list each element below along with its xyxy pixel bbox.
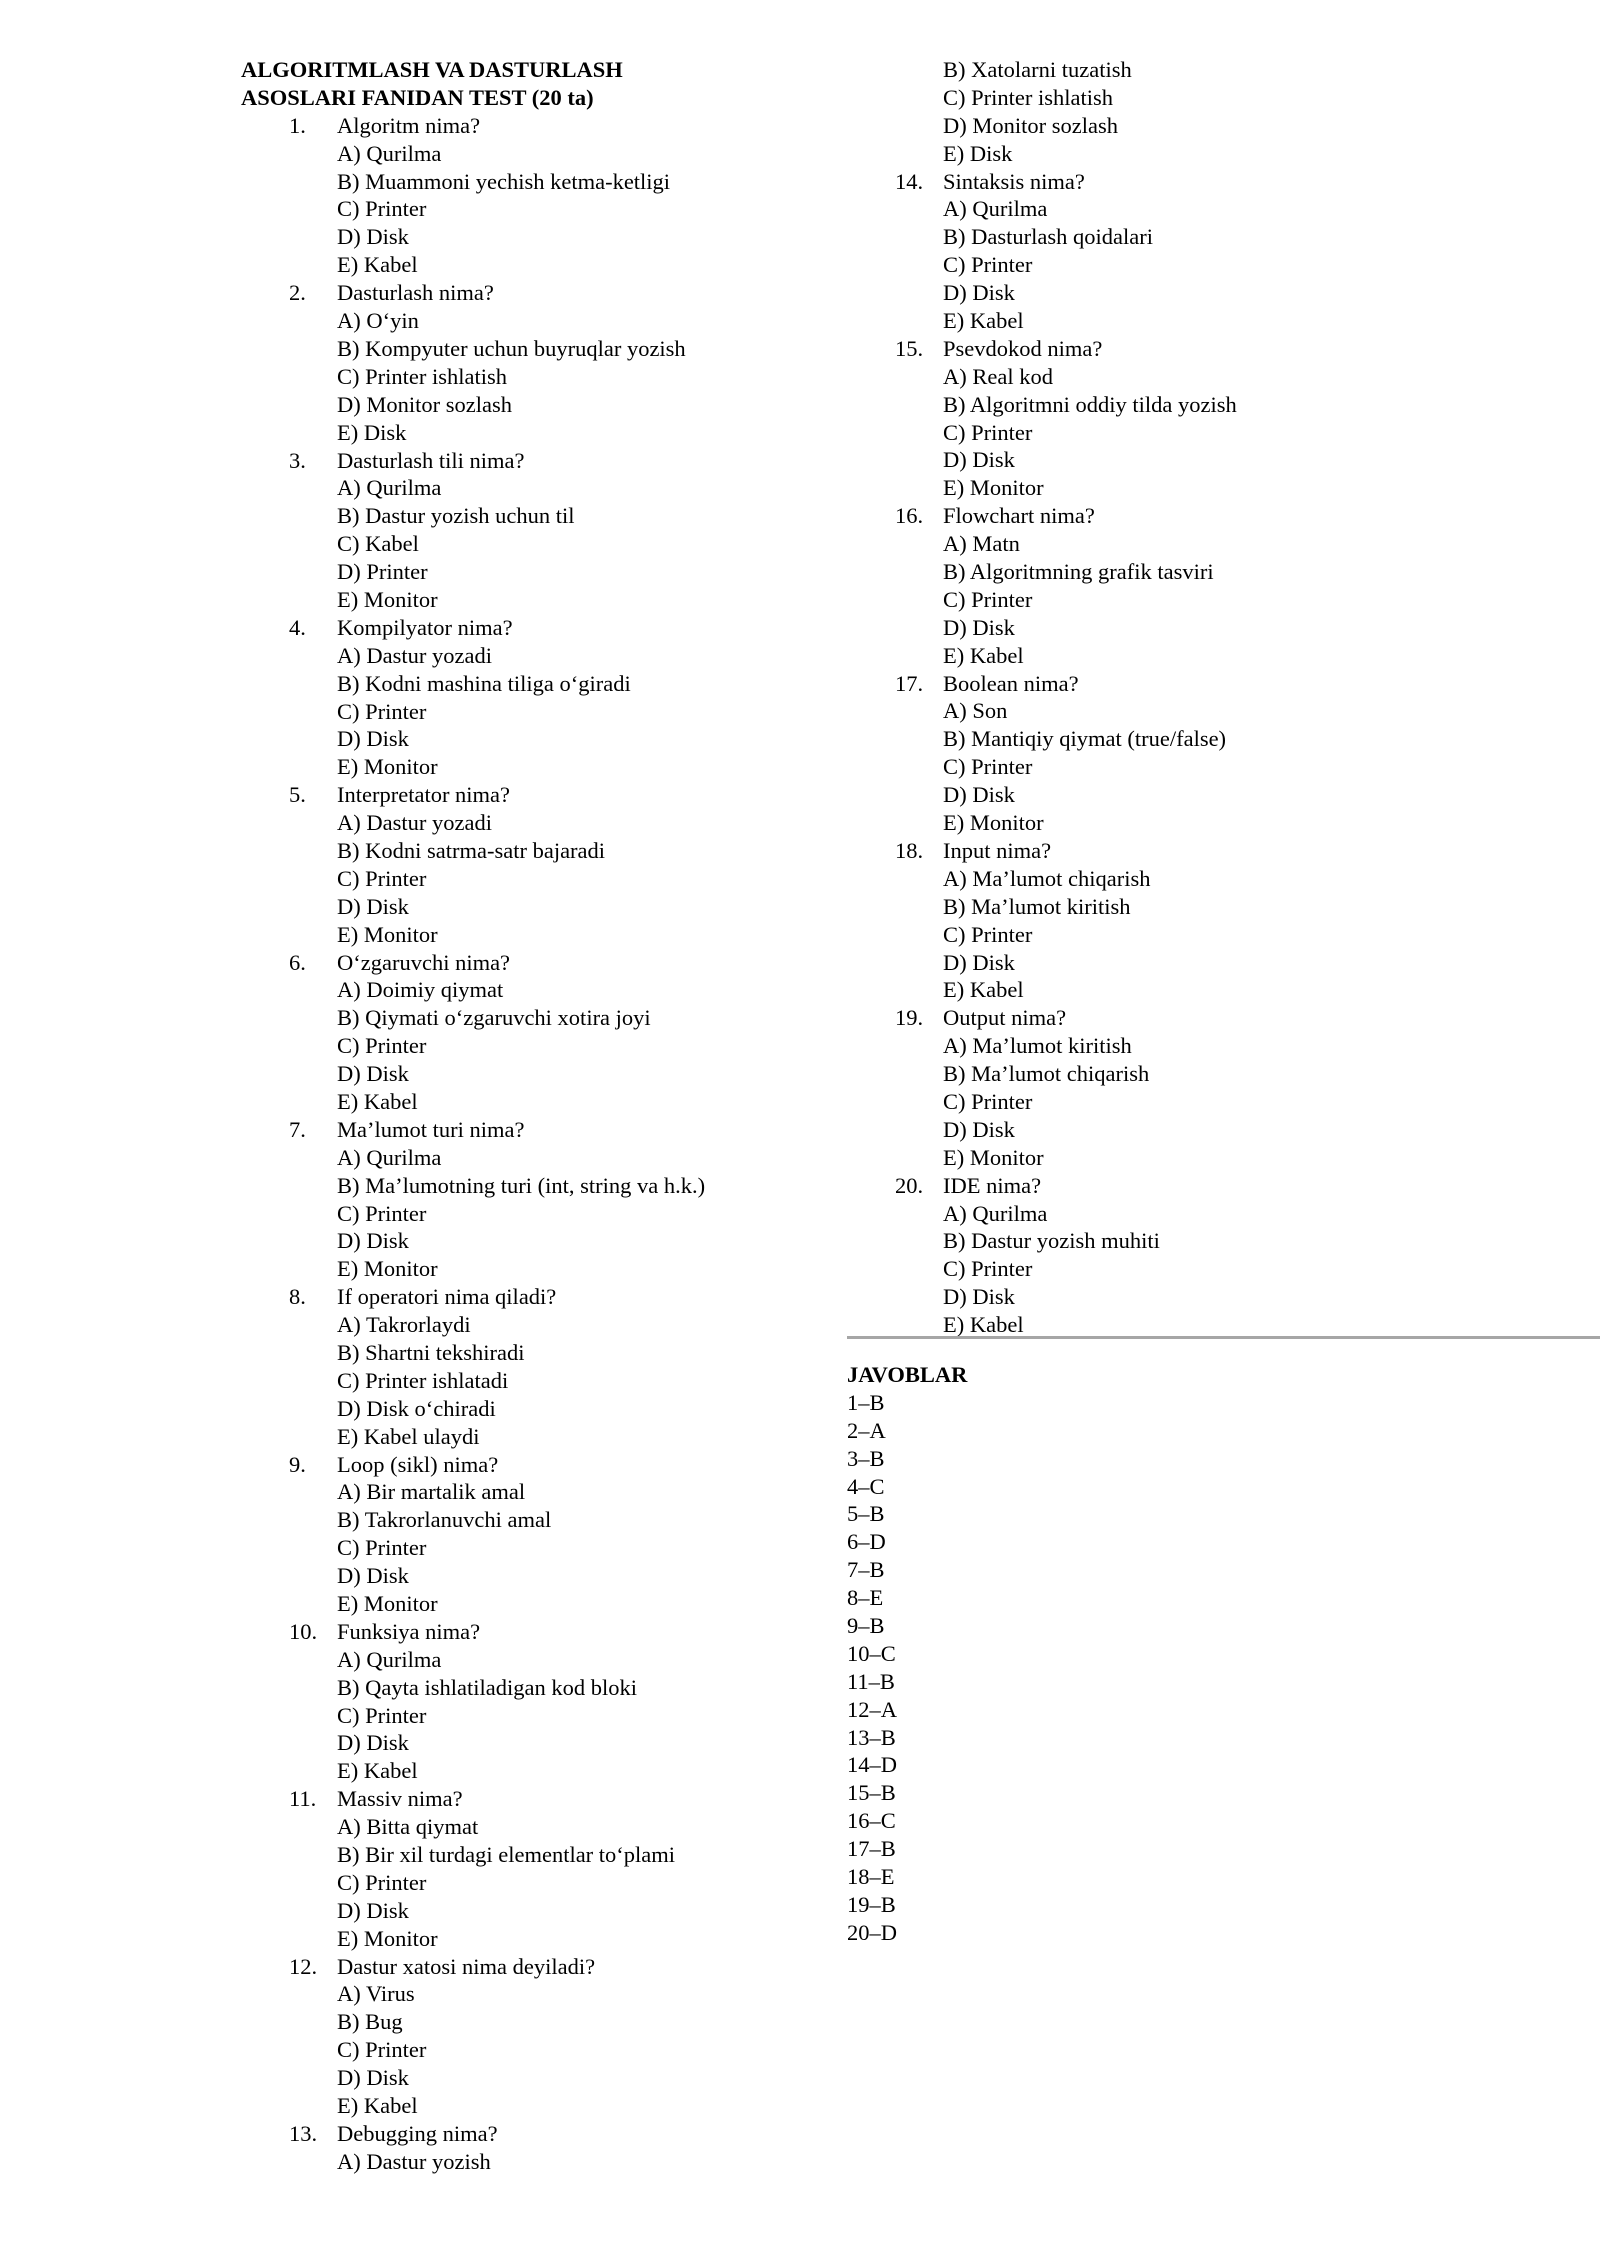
question-line xyxy=(847,837,1587,865)
answer-option: E) Kabel xyxy=(943,642,1024,668)
answer-option: E) Kabel xyxy=(943,1312,1024,1338)
answer-option: D) Disk xyxy=(943,782,1015,808)
answer-option: C) Printer xyxy=(943,1256,1033,1282)
answer-option: D) Disk xyxy=(943,1116,1015,1142)
question-line xyxy=(241,1953,801,1981)
answer-option: C) Printer ishlatish xyxy=(943,84,1113,110)
answer-option: C) Printer xyxy=(943,419,1033,445)
answer-option: A) Doimiy qiymat xyxy=(337,977,504,1003)
question-number: 5. xyxy=(289,782,306,808)
answer-option: C) Kabel xyxy=(337,531,419,557)
question-text: Dastur xatosi nima deyiladi? xyxy=(337,1953,596,1979)
answer-key-item: 10–C xyxy=(847,1640,896,1666)
answer-option: E) Kabel xyxy=(337,2093,418,2119)
answer-option: E) Kabel xyxy=(337,1088,418,1114)
answer-option: E) Monitor xyxy=(943,810,1044,836)
answer-option: E) Kabel ulaydi xyxy=(337,1423,480,1449)
answer-option: A) O‘yin xyxy=(337,308,419,334)
answer-key-item: 2–A xyxy=(847,1417,886,1443)
question-line xyxy=(847,168,1587,196)
answer-option: E) Kabel xyxy=(943,308,1024,334)
answer-option: A) Bir martalik amal xyxy=(337,1479,526,1505)
answer-key-item: 6–D xyxy=(847,1529,886,1555)
question-number: 9. xyxy=(289,1451,306,1477)
answer-option: D) Printer xyxy=(337,559,428,585)
answer-key-item: 20–D xyxy=(847,1919,897,1945)
answer-option: D) Disk xyxy=(337,1563,409,1589)
answer-option: B) Dastur yozish muhiti xyxy=(943,1228,1160,1254)
question-number: 7. xyxy=(289,1116,306,1142)
document-title-line-1: ALGORITMLASH VA DASTURLASH xyxy=(241,57,623,82)
answer-option: A) Bitta qiymat xyxy=(337,1814,479,1840)
answer-option: C) Printer xyxy=(337,2037,427,2063)
question-text: Boolean nima? xyxy=(943,670,1079,696)
question-line xyxy=(241,279,801,307)
answer-option: E) Monitor xyxy=(337,1591,438,1617)
answer-key-item: 13–B xyxy=(847,1724,896,1750)
question-text: Debugging nima? xyxy=(337,2120,498,2146)
question-text: Input nima? xyxy=(943,837,1052,863)
answer-option: B) Muammoni yechish ketma-ketligi xyxy=(337,168,671,194)
question-list-right xyxy=(847,56,1587,1339)
question-number: 18. xyxy=(895,837,924,863)
question-text: Dasturlash nima? xyxy=(337,280,494,306)
answer-option: B) Ma’lumotning turi (int, string va h.k.) xyxy=(337,1172,706,1198)
answers-section xyxy=(847,1361,967,1947)
answer-option: A) Qurilma xyxy=(943,196,1048,222)
answer-option: D) Disk xyxy=(943,1284,1015,1310)
answer-key-item: 4–C xyxy=(847,1473,885,1499)
question-text: Ma’lumot turi nima? xyxy=(337,1116,525,1142)
answer-option: E) Kabel xyxy=(943,977,1024,1003)
answer-option: D) Disk xyxy=(337,893,409,919)
question-text: If operatori nima qiladi? xyxy=(337,1284,557,1310)
question-line xyxy=(847,335,1587,363)
question-line xyxy=(241,1618,801,1646)
question-text: Dasturlash tili nima? xyxy=(337,447,525,473)
question-line xyxy=(241,614,801,642)
answer-option: B) Takrorlanuvchi amal xyxy=(337,1507,552,1533)
question-number: 15. xyxy=(895,335,924,361)
answer-option: B) Ma’lumot kiritish xyxy=(943,893,1131,919)
answer-option: B) Ma’lumot chiqarish xyxy=(943,1061,1150,1087)
question-text: Algoritm nima? xyxy=(337,112,481,138)
answer-key-item: 15–B xyxy=(847,1780,896,1806)
answer-option: A) Real kod xyxy=(943,363,1053,389)
question-text: Flowchart nima? xyxy=(943,503,1095,529)
answer-option: D) Disk xyxy=(943,447,1015,473)
answer-option: C) Printer xyxy=(337,1535,427,1561)
answer-option: E) Disk xyxy=(337,419,407,445)
answer-option: A) Qurilma xyxy=(337,1646,442,1672)
section-divider xyxy=(847,1336,1600,1339)
question-number: 2. xyxy=(289,280,306,306)
answer-key-item: 3–B xyxy=(847,1445,885,1471)
question-text: Sintaksis nima? xyxy=(943,168,1085,194)
question-line xyxy=(241,112,801,140)
answer-option: C) Printer xyxy=(943,754,1033,780)
answer-option: B) Algoritmning grafik tasviri xyxy=(943,559,1214,585)
answer-option: C) Printer xyxy=(337,1869,427,1895)
answer-option: A) Virus xyxy=(337,1981,415,2007)
question-number: 4. xyxy=(289,614,306,640)
answer-option: E) Disk xyxy=(943,140,1013,166)
answer-option: A) Dastur yozish xyxy=(337,2148,491,2174)
answer-option: C) Printer xyxy=(943,921,1033,947)
question-text: Interpretator nima? xyxy=(337,782,511,808)
answer-key-item: 1–B xyxy=(847,1389,885,1415)
answer-key-item: 12–A xyxy=(847,1696,897,1722)
question-number: 12. xyxy=(289,1953,318,1979)
question-text: IDE nima? xyxy=(943,1172,1042,1198)
answer-option: E) Monitor xyxy=(337,1925,438,1951)
answer-option: B) Dasturlash qoidalari xyxy=(943,224,1153,250)
document-title-line-2: ASOSLARI FANIDAN TEST (20 ta) xyxy=(241,84,594,110)
answer-option: E) Monitor xyxy=(337,921,438,947)
answer-option: D) Disk xyxy=(337,1061,409,1087)
answer-option: E) Monitor xyxy=(337,754,438,780)
answer-option: D) Disk xyxy=(943,949,1015,975)
answer-option: D) Disk xyxy=(337,1897,409,1923)
question-text: Psevdokod nima? xyxy=(943,335,1103,361)
answer-option: C) Printer xyxy=(337,1702,427,1728)
answer-option: D) Monitor sozlash xyxy=(337,391,512,417)
question-line xyxy=(847,502,1587,530)
question-line xyxy=(241,447,801,475)
answer-option: C) Printer xyxy=(337,196,427,222)
answer-option: D) Disk xyxy=(337,1730,409,1756)
answer-key-item: 19–B xyxy=(847,1891,896,1917)
answers-list xyxy=(847,1389,967,1947)
answer-option: C) Printer ishlatish xyxy=(337,363,507,389)
answer-option: E) Kabel xyxy=(337,1758,418,1784)
answer-option: D) Disk xyxy=(337,1228,409,1254)
answer-option: B) Bug xyxy=(337,2009,403,2035)
answer-option: B) Kompyuter uchun buyruqlar yozish xyxy=(337,335,686,361)
answer-option: A) Qurilma xyxy=(337,140,442,166)
question-list-left xyxy=(241,112,801,2176)
answer-option: B) Kodni satrma-satr bajaradi xyxy=(337,837,606,863)
answer-option: D) Disk xyxy=(943,614,1015,640)
question-text: Kompilyator nima? xyxy=(337,614,513,640)
answer-key-item: 5–B xyxy=(847,1501,885,1527)
question-number: 6. xyxy=(289,949,306,975)
question-text: O‘zgaruvchi nima? xyxy=(337,949,511,975)
answer-option: B) Kodni mashina tiliga o‘giradi xyxy=(337,670,631,696)
question-text: Funksiya nima? xyxy=(337,1618,481,1644)
answer-key-item: 17–B xyxy=(847,1836,896,1862)
question-number: 14. xyxy=(895,168,924,194)
answer-option: A) Matn xyxy=(943,531,1020,557)
answer-option: E) Monitor xyxy=(337,586,438,612)
question-line xyxy=(847,1004,1587,1032)
answer-option: D) Disk xyxy=(337,726,409,752)
answer-option: C) Printer xyxy=(943,252,1033,278)
question-line xyxy=(241,781,801,809)
question-line xyxy=(241,1451,801,1479)
question-number: 17. xyxy=(895,670,924,696)
left-column xyxy=(241,56,801,2176)
right-column xyxy=(847,56,1587,1339)
answer-option: B) Bir xil turdagi elementlar to‘plami xyxy=(337,1842,676,1868)
answer-option: E) Kabel xyxy=(337,252,418,278)
answer-key-item: 16–C xyxy=(847,1808,896,1834)
answer-option: D) Monitor sozlash xyxy=(943,112,1118,138)
question-number: 13. xyxy=(289,2120,318,2146)
answer-key-item: 8–E xyxy=(847,1585,884,1611)
answer-option: A) Ma’lumot chiqarish xyxy=(943,865,1151,891)
answer-option: C) Printer xyxy=(337,698,427,724)
answer-option: A) Qurilma xyxy=(337,1144,442,1170)
answer-option: C) Printer xyxy=(943,586,1033,612)
answer-option: A) Qurilma xyxy=(337,475,442,501)
answer-option: B) Algoritmni oddiy tilda yozish xyxy=(943,391,1237,417)
answer-key-item: 14–D xyxy=(847,1752,897,1778)
answer-option: B) Mantiqiy qiymat (true/false) xyxy=(943,726,1227,752)
answer-option: B) Qiymati o‘zgaruvchi xotira joyi xyxy=(337,1005,651,1031)
question-text: Output nima? xyxy=(943,1005,1067,1031)
answers-heading: JAVOBLAR xyxy=(847,1362,968,1387)
question-line xyxy=(241,1116,801,1144)
answer-option: C) Printer xyxy=(337,865,427,891)
question-number: 10. xyxy=(289,1618,318,1644)
answer-option: D) Disk o‘chiradi xyxy=(337,1395,496,1421)
question-number: 19. xyxy=(895,1005,924,1031)
question-number: 8. xyxy=(289,1284,306,1310)
answer-option: B) Dastur yozish uchun til xyxy=(337,503,575,529)
answer-key-item: 9–B xyxy=(847,1613,885,1639)
answer-option: D) Disk xyxy=(943,280,1015,306)
answer-option: A) Dastur yozadi xyxy=(337,810,492,836)
question-text: Loop (sikl) nima? xyxy=(337,1451,499,1477)
question-line xyxy=(241,1785,801,1813)
question-number: 3. xyxy=(289,447,306,473)
answer-key-item: 18–E xyxy=(847,1864,895,1890)
answer-option: A) Dastur yozadi xyxy=(337,642,492,668)
answer-option: E) Monitor xyxy=(943,475,1044,501)
answer-option: A) Takrorlaydi xyxy=(337,1312,471,1338)
answer-option: B) Xatolarni tuzatish xyxy=(943,57,1132,82)
answer-option: C) Printer xyxy=(337,1033,427,1059)
question-line xyxy=(241,949,801,977)
answer-option: A) Qurilma xyxy=(943,1200,1048,1226)
question-number: 11. xyxy=(289,1786,317,1812)
answer-option: B) Qayta ishlatiladigan kod bloki xyxy=(337,1674,637,1700)
answer-option: D) Disk xyxy=(337,2065,409,2091)
answer-option: A) Son xyxy=(943,698,1008,724)
answer-option: C) Printer xyxy=(337,1200,427,1226)
question-line xyxy=(241,2120,801,2148)
answer-option: D) Disk xyxy=(337,224,409,250)
answer-key-item: 11–B xyxy=(847,1668,895,1694)
answer-key-item: 7–B xyxy=(847,1557,885,1583)
answer-option: E) Monitor xyxy=(337,1256,438,1282)
question-line xyxy=(241,1283,801,1311)
question-number: 20. xyxy=(895,1172,924,1198)
question-number: 16. xyxy=(895,503,924,529)
answer-option: A) Ma’lumot kiritish xyxy=(943,1033,1132,1059)
question-line xyxy=(847,1172,1587,1200)
question-line xyxy=(847,670,1587,698)
question-number: 1. xyxy=(289,112,306,138)
answer-option: B) Shartni tekshiradi xyxy=(337,1340,525,1365)
answer-option: C) Printer ishlatadi xyxy=(337,1367,509,1393)
question-text: Massiv nima? xyxy=(337,1786,463,1812)
answer-option: E) Monitor xyxy=(943,1144,1044,1170)
answer-option: C) Printer xyxy=(943,1088,1033,1114)
